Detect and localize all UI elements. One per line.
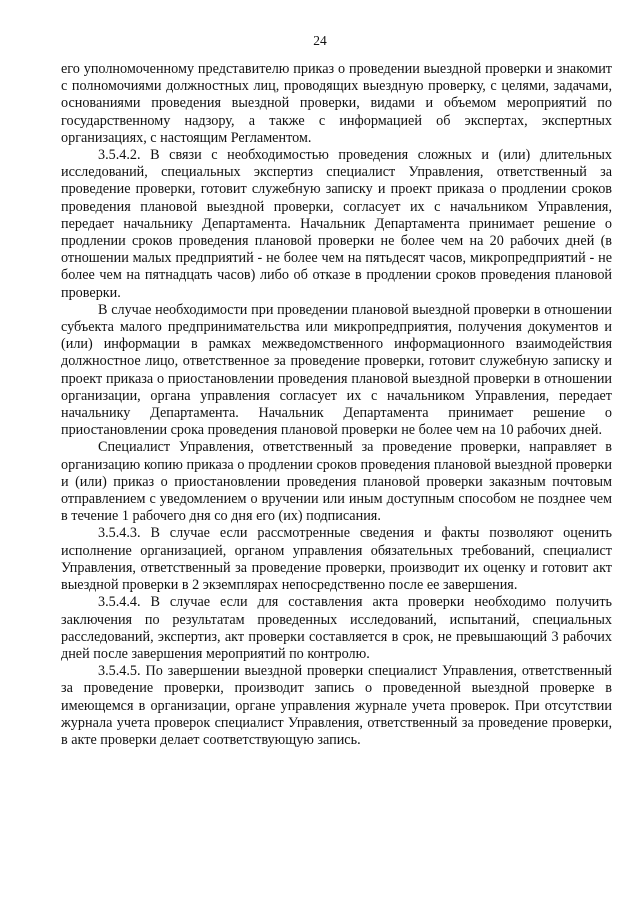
paragraph-2: 3.5.4.2. В связи с необходимостью проведения сложных и (или) длительных исследований, специальных экспертиз специалист Управления, ответственный за проведение проверки, готовит служебную записку и проект приказа о продлении сроков проведения плановой выездной проверки, согласует их с начальником Управления, передает начальнику Департамента. Начальник Департамента принимает решение о продлении сроков проведения плановой проверки не более чем на 20 рабочих дней (в отношении малых предприятий - не более чем на пятьдесят часов, микропредприятий - не более чем на пятнадцать часов) либо об отказе в продлении сроков проведения плановой проверки. [61, 147, 612, 301]
paragraph-4: Специалист Управления, ответственный за проведение проверки, направляет в организацию копию приказа о продлении сроков проведения плановой выездной проверки и (или) приказ о приостановлении проведения плановой проверки заказным почтовым отправлением с уведомлением о вручении или иным доступным способом не позднее чем в течение 1 рабочего дня со дня его (их) подписания. [61, 439, 612, 525]
page-number: 24 [313, 33, 327, 48]
paragraph-6: 3.5.4.4. В случае если для составления акта проверки необходимо получить заключения по результатам проведенных исследований, испытаний, специальных расследований, экспертиз, акт проверки составляется в срок, не превышающий 3 рабочих дней после завершения мероприятий по контролю. [61, 594, 612, 662]
paragraph-1: его уполномоченному представителю приказ о проведении выездной проверки и знакомит с полномочиями должностных лиц, проводящих выездную проверку, с целями, задачами, основаниями проведения выездной проверки, видами и объемом мероприятий по государственному надзору, а также с информацией об экспертах, экспертных организациях, с настоящим Регламентом. [61, 61, 612, 146]
paragraph-3: В случае необходимости при проведении плановой выездной проверки в отношении субъекта малого предпринимательства или микропредприятия, получения документов и (или) информации в рамках межведомственного информационного взаимодействия должностное лицо, ответственное за проведение проверки, готовит служебную записку и проект приказа о приостановлении проведения плановой выездной проверки в отношении организации, органа управления согласует их с начальником Управления, передает начальнику Департамента. Начальник Департамента принимает решение о приостановлении срока проведения плановой проверки не более чем на 10 рабочих дней. [61, 301, 612, 439]
paragraph-7: 3.5.4.5. По завершении выездной проверки специалист Управления, ответственный за проведение проверки, производит запись о проведенной выездной проверке в имеющемся в организации, органе управления журнале учета проверок. При отсутствии журнала учета проверок специалист Управления, ответственный за проведение проверки, в акте проверки делает соответствующую запись. [61, 663, 612, 748]
paragraph-5: 3.5.4.3. В случае если рассмотренные сведения и факты позволяют оценить исполнение организацией, органом управления обязательных требований, специалист Управления, ответственный за проведение проверки, производит их оценку и готовит акт выездной проверки в 2 экземплярах непосредственно после ее завершения. [61, 525, 612, 594]
body-text [61, 61, 612, 749]
